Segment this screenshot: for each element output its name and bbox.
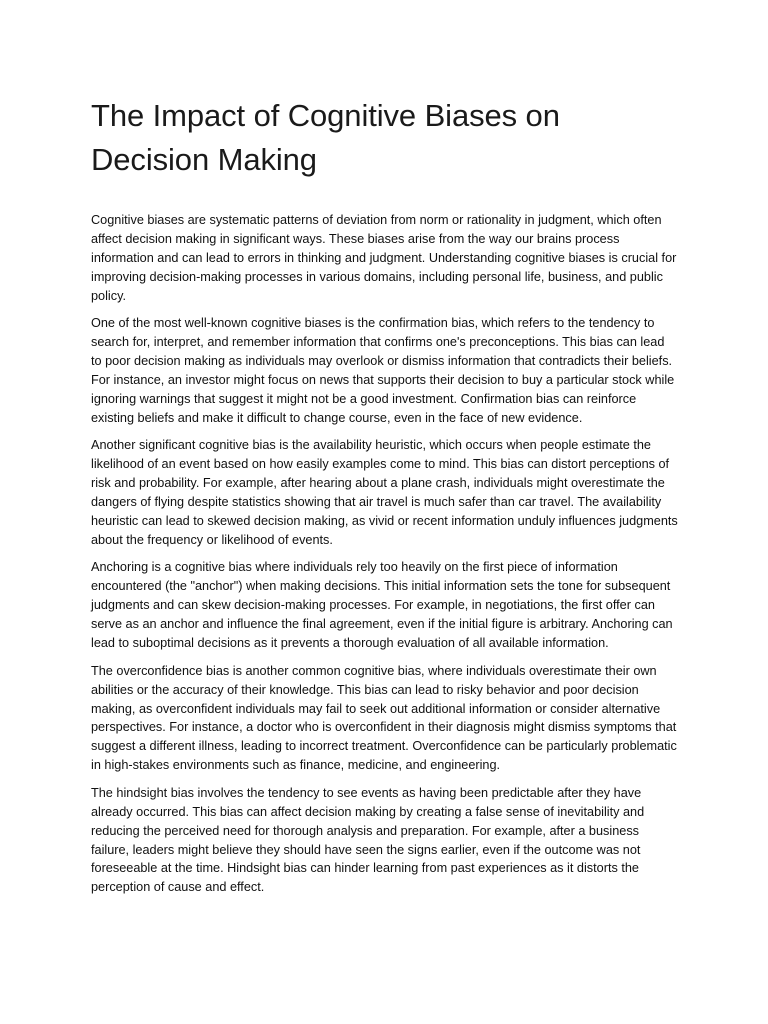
document-body — [91, 211, 678, 897]
paragraph-confirmation-bias: One of the most well-known cognitive biases is the confirmation bias, which refers to the tendency to search for, interpret, and remember information that confirms one's preconceptions. This bias can lead to poor decision making as individuals may overlook or dismiss information that contradicts their beliefs. For instance, an investor might focus on news that supports their decision to buy a particular stock while ignoring warnings that suggest it might not be a good investment. Confirmation bias can reinforce existing beliefs and make it difficult to change course, even in the face of new evidence. — [91, 316, 675, 425]
paragraph-anchoring: Anchoring is a cognitive bias where individuals rely too heavily on the first piece of information encountered (the "anchor") when making decisions. This initial information sets the tone for subsequent judgments and can skew decision-making processes. For example, in negotiations, the first offer can serve as an anchor and influence the final agreement, even if the initial figure is arbitrary. Anchoring can lead to suboptimal decisions as it prevents a thorough evaluation of all available information. — [91, 560, 673, 651]
paragraph-availability-heuristic: Another significant cognitive bias is the availability heuristic, which occurs when people estimate the likelihood of an event based on how easily examples come to mind. This bias can distort perceptions of risk and probability. For example, after hearing about a plane crash, individuals might overestimate the dangers of flying despite statistics showing that air travel is much safer than car travel. The availability heuristic can lead to skewed decision making, as vivid or recent information unduly influences judgments about the frequency or likelihood of events. — [91, 438, 678, 547]
paragraph-overconfidence-bias: The overconfidence bias is another common cognitive bias, where individuals overestimate their own abilities or the accuracy of their knowledge. This bias can lead to risky behavior and poor decision making, as overconfident individuals may fail to seek out additional information or consider alternative perspectives. For instance, a doctor who is overconfident in their diagnosis might dismiss symptoms that suggest a different illness, leading to incorrect treatment. Overconfidence can be particularly problematic in high-stakes environments such as finance, medicine, and engineering. — [91, 663, 677, 773]
paragraph-intro: Cognitive biases are systematic patterns of deviation from norm or rationality in judgment, which often affect decision making in significant ways. These biases arise from the way our brains process information and can lead to errors in thinking and judgment. Understanding cognitive biases is crucial for improving decision-making processes in various domains, including personal life, business, and public policy. — [91, 213, 677, 303]
paragraph-hindsight-bias: The hindsight bias involves the tendency to see events as having been predictable after they have already occurred. This bias can affect decision making by creating a false sense of inevitability and reducing the perceived need for thorough analysis and preparation. For example, after a business failure, leaders might believe they should have seen the signs earlier, even if the outcome was not foreseeable at the time. Hindsight bias can hinder learning from past experiences as it distorts the perception of cause and effect. — [91, 785, 645, 895]
document-title: The Impact of Cognitive Biases on Decision Making — [91, 98, 560, 177]
